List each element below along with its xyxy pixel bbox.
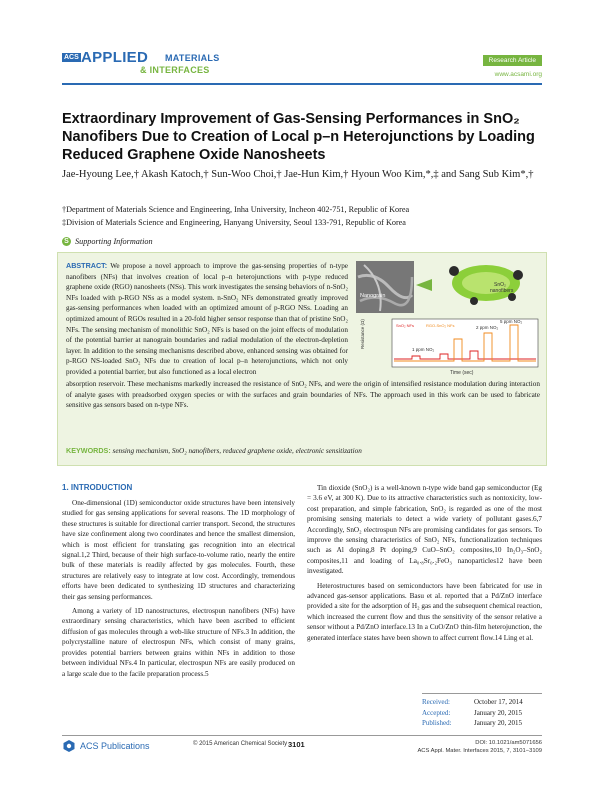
nanograin-label: Nanograin: [360, 293, 386, 299]
page-number: 3101: [288, 740, 305, 749]
plus-icon: S: [62, 237, 71, 246]
journal-header: [62, 49, 542, 80]
acs-logo: ACS: [64, 54, 79, 61]
keywords-text: sensing mechanism, SnO₂ nanofibers, reduced graphene oxide, electronic sensitization: [112, 447, 362, 455]
author-list: Jae-Hyoung Lee,† Akash Katoch,† Sun-Woo Choi,† Jae-Hun Kim,† Hyoun Woo Kim,*,‡ and Sang Sub Kim*,†: [62, 169, 534, 180]
journal-logo-interfaces: & INTERFACES: [140, 65, 210, 75]
intro-paragraph: Tin dioxide (SnO₂) is a well-known n-type wide band gap semiconductor (Eg = 3.6 eV, at 300 K). Due to its attractive characteristics such as nontoxicity, low-cost preparation, and simple fabrication, SnO₂ is regarded as one of the most promising sensing materials to detect a wide variety of pollutant gases.6,7 Accordingly, SnO₂ electrospun NFs are promising candidates for gas sensors. To improve the sensing characteristics of SnO₂ NFs, functionalization techniques such as Al doping,8 Pt doping,9 CuO–SnO₂ composites,10 In₂O₃–SnO₂ composites,11 and loading of La₀.₈Sr₀.₂FeO₃ nanoparticles12 have been investigated.: [307, 484, 542, 576]
legend-pristine: SnO₂ NFs: [396, 323, 414, 328]
journal-logo-applied: APPLIED: [81, 49, 149, 66]
accepted-date: January 20, 2015: [474, 708, 523, 717]
affiliation-hanyang: ‡Division of Materials Science and Engineering, Hanyang University, Seoul 133-791, Republic of Korea: [62, 218, 406, 227]
affiliations: [62, 203, 542, 229]
keywords: [66, 446, 540, 456]
label-2ppm: 2 ppm NO₂: [476, 325, 499, 330]
column-right: [307, 483, 542, 647]
received-date: October 17, 2014: [474, 698, 523, 706]
intro-paragraph: One-dimensional (1D) semiconductor oxide structures have been intensively studied for gas sensing applications for several reasons. The 1D morphology of these structures is suitable for directional carrier transport. Second, the structures have size confinement along two coordinates and hence the smallest dimension, which is most efficient for translating gas recognition into an electrical signal.1,2 Third, because of their high surface-to-volume ratio, nearly the entire bulk of these materials is readily affected by gas molecules. Fourth, these structures are relatively easy to integrate at low cost. Accordingly, tremendous efforts have been dedicated to synthesizing 1D structures and characterizing their gas sensing performances.: [62, 499, 295, 601]
abstract-text-top: [66, 261, 348, 378]
accepted-label: Accepted:: [422, 708, 451, 717]
keywords-label: KEYWORDS:: [66, 446, 111, 455]
publisher-name: ACS Publications: [80, 741, 150, 751]
published-label: Published:: [422, 719, 452, 727]
hexagon-icon: [62, 739, 76, 753]
doi-link[interactable]: DOI: 10.1021/am5071656: [475, 740, 542, 746]
citation: ACS Appl. Mater. Interfaces 2015, 7, 3101−3109: [417, 748, 542, 754]
abstract-text-bottom: absorption reservoir. These mechanisms markedly increased the resistance of SnO₂ NFs, and were the origin of intensified resistance modulation during interaction of analyte gases with preadsorbed oxygen species or with the surfaces and grain boundaries of NFs. The approach used in this work can be used to fabricate sensitive gas sensors based on n-type NFs.: [66, 380, 540, 410]
footer-divider: [62, 735, 542, 736]
nanofibers-label: nanofibers: [490, 288, 514, 294]
article-dates: [422, 697, 523, 729]
journal-logo-materials: MATERIALS: [165, 53, 220, 63]
acs-publications-logo[interactable]: [62, 739, 150, 753]
abstract-body-top: We propose a novel approach to improve the gas-sensing properties of n-type nanofibers (NFs) that involves creation of local p–n heterojunctions with p-type reduced graphene oxide (RGO) nanosheets (NSs). This work investigates the sensing behaviors of n-SnO₂ NFs loaded with p-RGO NSs as a model system. n-SnO₂ NFs demonstrated greatly improved gas-sensing performances when loaded with an optimized amount of p-RGO NSs. Loading an optimized amount of RGOs resulted in a 20-fold higher sensor response than that of pristine SnO₂ NFs. The sensing mechanism of monolithic SnO₂ NFs is based on the joint effects of modulation of the potential barrier at nanograin boundaries and radial modulation of the electron-depletion layer. In addition to the sensing mechanisms described above, enhanced sensing was obtained for p-RGO NS-loaded SnO₂ NFs due to creation of local p–n heterojunctions, which not only provided a potential barrier, but also functioned as a local electron: [66, 262, 348, 376]
column-left: [62, 483, 295, 683]
copyright: © 2015 American Chemical Society: [193, 741, 288, 747]
doi-citation: [417, 739, 542, 755]
journal-url-link[interactable]: www.acsami.org: [494, 71, 542, 78]
intro-paragraph: Heterostructures based on semiconductors have been fabricated for use in advanced gas-sensor applications. Basu et al. reported that a Pd/ZnO interface provided a site for the adsorption of H₂ gas and the subsequent chemical reaction, which increased the current flow and thus the sensitivity of the sensor relative a sensor without a Pd/ZnO interface.13 In a CuO/ZnO thin-film heterojunction, the generated interface states have been shown to affect current flow.14 Ling et al.: [307, 581, 542, 642]
published-date: January 20, 2015: [474, 719, 523, 727]
arrow-icon: [416, 279, 432, 291]
header-divider: [62, 83, 542, 85]
intro-paragraph: Among a variety of 1D nanostructures, electrospun nanofibers (NFs) have extraordinary sensing characteristics, which have been ascribed to efficient diffusion of gas molecules through a web-like structure of NFs.3 In addition, the polycrystalline nature of electrospun NFs, which consist of many grains, provides potential barriers between grains within NFs in addition to those between individual NFs.4 In particular, electrospun NFs are easily produced on a large scale due to the facile preparation process.5: [62, 607, 295, 678]
legend-rgo: RGO-SnO₂ NFs: [426, 323, 455, 328]
label-1ppm: 1 ppm NO₂: [412, 347, 435, 352]
chart-xlabel: Time (sec): [450, 370, 474, 376]
chart-ylabel: Resistance (Ω): [360, 319, 365, 349]
article-type-badge: Research Article: [483, 55, 542, 66]
supporting-information-label: Supporting Information: [75, 237, 153, 246]
sno2-label: SnO₂: [494, 282, 506, 288]
abstract-label: ABSTRACT:: [66, 261, 108, 270]
label-5ppm: 5 ppm NO₂: [500, 319, 523, 324]
dates-divider: [422, 693, 542, 694]
introduction-heading: 1. INTRODUCTION: [62, 483, 133, 492]
article-title: Extraordinary Improvement of Gas-Sensing Performances in SnO₂ Nanofibers Due to Creation of Local p–n Heterojunctions by Loading Reduced Graphene Oxide Nanosheets: [62, 111, 535, 163]
supporting-information-link[interactable]: [62, 237, 153, 246]
received-label: Received:: [422, 698, 450, 706]
abstract-box: [57, 252, 547, 466]
toc-graphic: [354, 257, 542, 377]
affiliation-inha: †Department of Materials Science and Engineering, Inha University, Incheon 402-751, Republic of Korea: [62, 205, 410, 214]
